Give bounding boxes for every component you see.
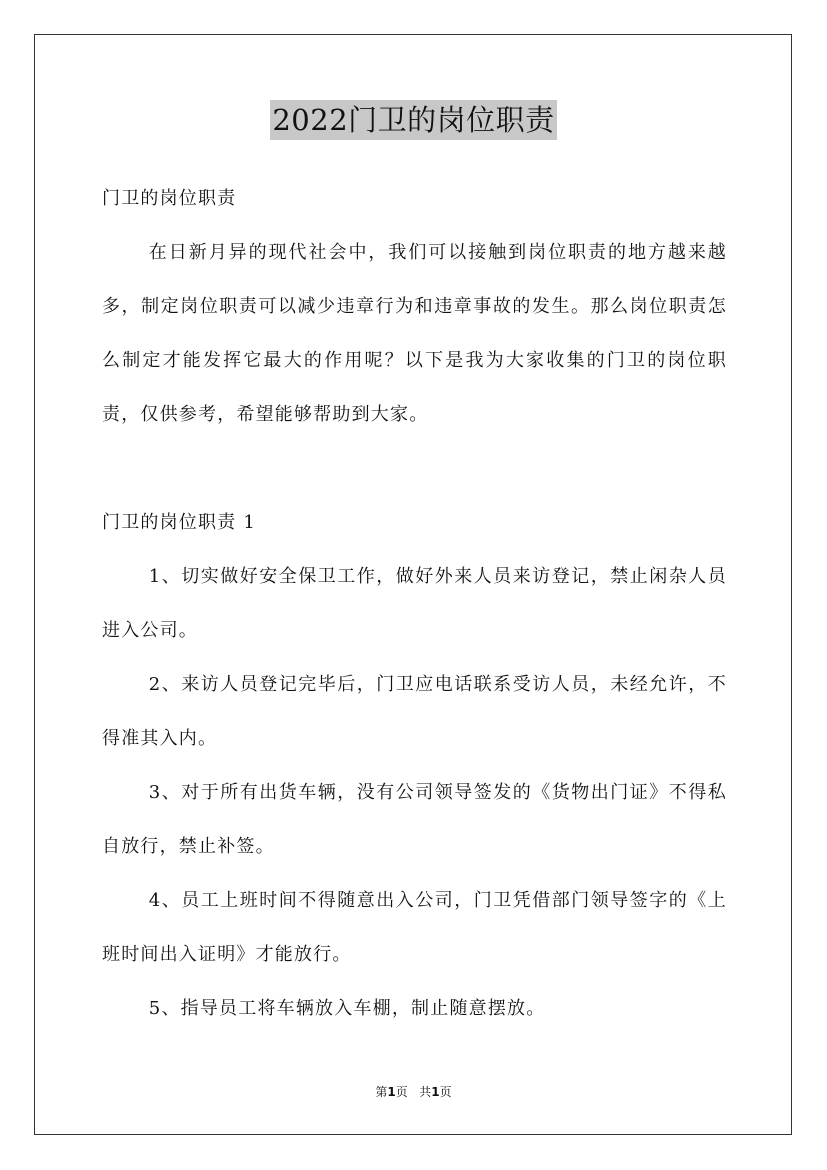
page-number: 第1页 [375,1085,408,1099]
duty-item-1: 1、切实做好安全保卫工作，做好外来人员来访登记，禁止闲杂人员进入公司。 [102,566,727,641]
subsection-heading: 门卫的岗位职责 1 [102,512,256,533]
duty-item-2: 2、来访人员登记完毕后，门卫应电话联系受访人员，未经允许，不得准其入内。 [102,674,727,749]
document-title: 2022门卫的岗位职责 [270,100,556,140]
duty-item-5: 5、指导员工将车辆放入车棚，制止随意摆放。 [148,998,546,1019]
title-wrap [0,100,827,140]
paragraph-gap [102,442,727,496]
page-total: 共1页 [419,1085,452,1099]
intro-paragraph: 在日新月异的现代社会中，我们可以接触到岗位职责的地方越来越多，制定岗位职责可以减少违章行为和违章事故的发生。那么岗位职责怎么制定才能发挥它最大的作用呢？以下是我为大家收集的门卫的岗位职责，仅供参考，希望能够帮助到大家。 [102,242,727,425]
duty-item-3: 3、对于所有出货车辆，没有公司领导签发的《货物出门证》不得私自放行，禁止补签。 [102,782,727,857]
document-body [102,172,727,1036]
page-footer [0,1082,827,1102]
section-heading: 门卫的岗位职责 [102,188,237,209]
duty-item-4: 4、员工上班时间不得随意出入公司，门卫凭借部门领导签字的《上班时间出入证明》才能放行。 [102,890,727,965]
